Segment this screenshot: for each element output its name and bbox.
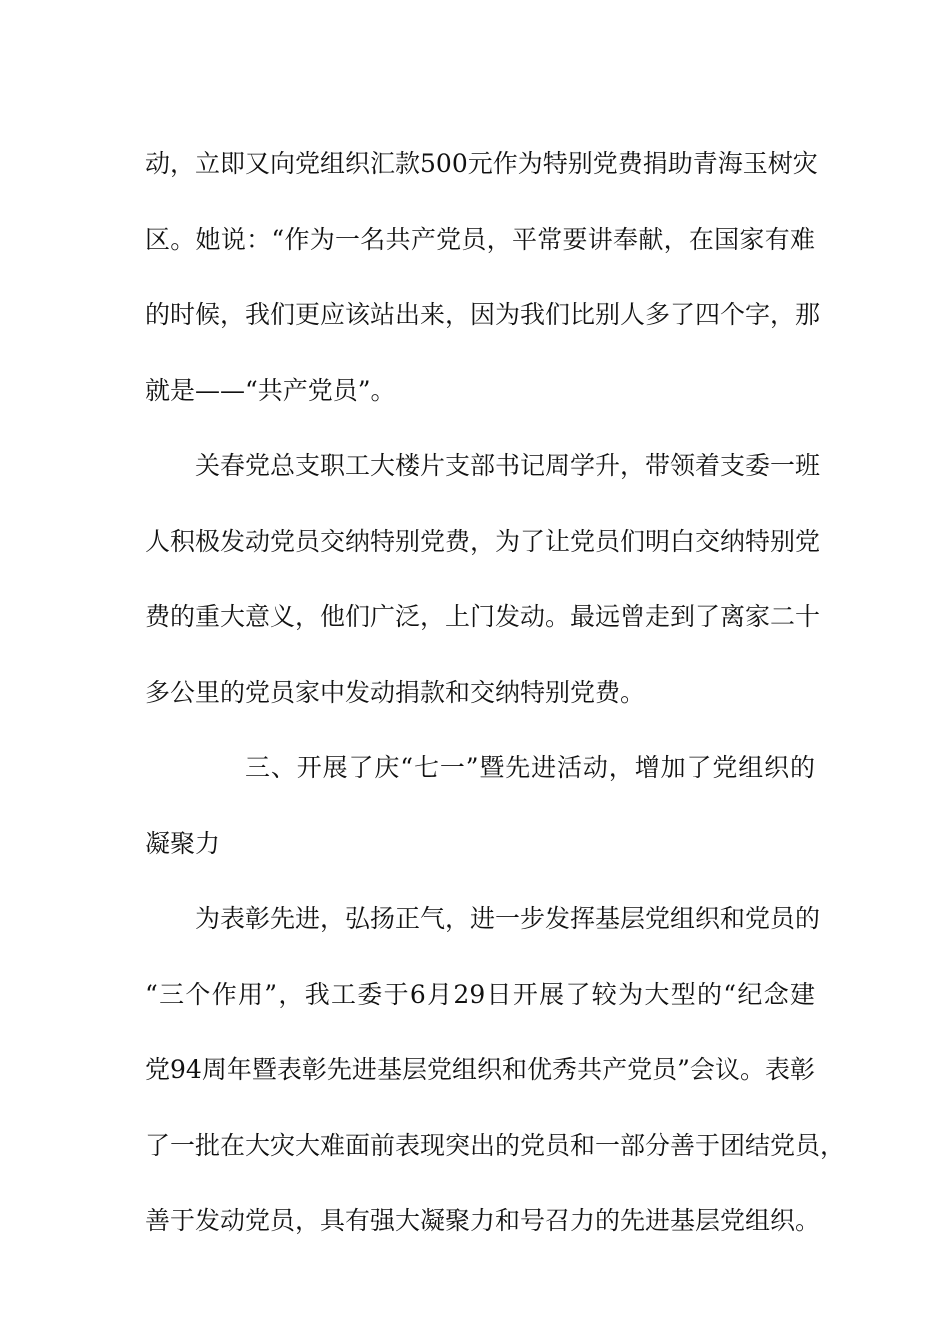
section-heading xyxy=(145,730,815,881)
paragraph-line: 善于发动党员，具有强大凝聚力和号召力的先进基层党组织。 xyxy=(145,1206,821,1235)
paragraph-line: “三个作用”，我工委于6月29日开展了较为大型的“纪念建 xyxy=(145,979,815,1009)
paragraph-line: 的时候，我们更应该站出来，因为我们比别人多了四个字，那 xyxy=(145,300,821,329)
document-body xyxy=(145,126,846,1259)
paragraph-line: 动，立即又向党组织汇款500元作为特别党费捐助青海玉树灾 xyxy=(145,149,818,178)
paragraph-line: 为表彰先进，弘扬正气，进一步发挥基层党组织和党员的 xyxy=(195,904,821,933)
paragraph-line: 人积极发动党员交纳特别党费，为了让党员们明白交纳特别党 xyxy=(145,526,821,556)
paragraph-line: 多公里的党员家中发动捐款和交纳特别党费。 xyxy=(145,677,646,707)
paragraph-line: 了一批在大灾大难面前表现突出的党员和一部分善于团结党员， xyxy=(145,1130,846,1160)
paragraph-4 xyxy=(145,881,846,1259)
section-heading-line: 凝聚力 xyxy=(145,828,221,858)
paragraph-line: 费的重大意义，他们广泛，上门发动。最远曾走到了离家二十 xyxy=(145,602,821,631)
paragraph-line: 区。她说：“作为一名共产党员，平常要讲奉献，在国家有难 xyxy=(145,224,815,254)
section-heading-line: 三、开展了庆“七一”暨先进活动，增加了党组织的 xyxy=(245,753,815,782)
paragraph-1 xyxy=(145,126,821,428)
paragraph-line: 就是——“共产党员”。 xyxy=(145,375,396,405)
paragraph-2 xyxy=(145,428,821,730)
paragraph-line: 党94周年暨表彰先进基层党组织和优秀共产党员”会议。表彰 xyxy=(145,1055,815,1084)
paragraph-line: 关春党总支职工大楼片支部书记周学升，带领着支委一班 xyxy=(195,451,821,480)
